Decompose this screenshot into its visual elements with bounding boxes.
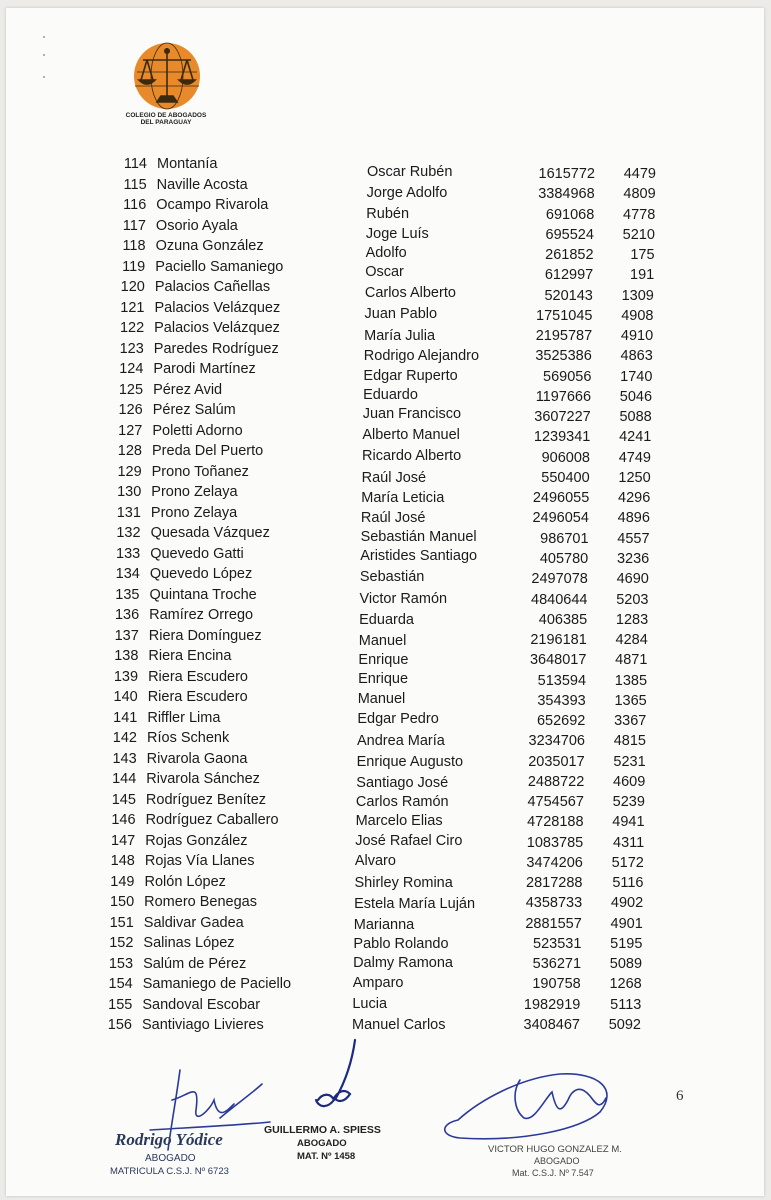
row-number: 150 bbox=[109, 894, 135, 910]
registration-number: 4557 bbox=[617, 530, 650, 547]
given-names: Oscar bbox=[365, 264, 404, 281]
row-number: 135 bbox=[115, 586, 140, 603]
surname: Palacios Velázquez bbox=[154, 299, 281, 316]
given-names: Oscar Rubén bbox=[367, 164, 453, 180]
id-number: 2497078 bbox=[531, 571, 588, 588]
id-number: 190758 bbox=[532, 976, 581, 993]
id-number: 1197666 bbox=[535, 388, 592, 405]
registration-number: 4296 bbox=[618, 490, 651, 507]
surname: Prono Toñanez bbox=[151, 463, 249, 480]
given-names: María Leticia bbox=[361, 490, 445, 507]
given-names: Lucia bbox=[352, 995, 388, 1012]
given-names: Enrique Augusto bbox=[356, 754, 464, 771]
surname: Rojas González bbox=[145, 832, 248, 849]
surname: Quevedo Gatti bbox=[150, 545, 244, 562]
row-number: 123 bbox=[119, 340, 144, 357]
signer-title: ABOGADO bbox=[297, 1138, 347, 1149]
surname: Ramírez Orrego bbox=[149, 607, 254, 623]
given-names: Sebastián Manuel bbox=[360, 528, 477, 545]
row-number: 122 bbox=[119, 320, 145, 336]
surname: Rolón López bbox=[144, 873, 226, 890]
registration-number: 4311 bbox=[613, 834, 645, 851]
registration-number: 175 bbox=[630, 247, 655, 264]
id-number: 2496054 bbox=[532, 510, 589, 527]
row-number: 144 bbox=[112, 771, 137, 787]
row-number: 139 bbox=[113, 668, 139, 685]
registration-number: 4910 bbox=[620, 328, 654, 345]
id-number: 691068 bbox=[545, 206, 595, 223]
registration-number: 191 bbox=[630, 267, 655, 284]
registration-number: 3236 bbox=[616, 550, 650, 567]
signature-block-spiess bbox=[262, 1040, 412, 1175]
given-names: Santiago José bbox=[356, 774, 449, 791]
row-number: 121 bbox=[120, 299, 145, 316]
surname: Quesada Vázquez bbox=[150, 525, 270, 541]
row-number: 118 bbox=[122, 238, 146, 254]
row-number: 140 bbox=[113, 689, 138, 705]
registration-number: 5116 bbox=[612, 875, 644, 892]
given-names: Marcelo Elias bbox=[355, 813, 443, 830]
row-number: 155 bbox=[108, 996, 133, 1013]
surname: Paciello Samaniego bbox=[155, 258, 284, 275]
given-names: Dalmy Ramona bbox=[353, 955, 453, 972]
registration-number: 4908 bbox=[621, 307, 654, 324]
id-number: 3525386 bbox=[535, 348, 592, 365]
id-number: 986701 bbox=[540, 530, 589, 547]
surname: Samaniego de Paciello bbox=[142, 976, 292, 992]
surname: Prono Zelaya bbox=[150, 504, 238, 521]
row-number: 115 bbox=[123, 176, 147, 193]
id-number: 2881557 bbox=[525, 915, 582, 932]
registration-number: 4809 bbox=[623, 186, 656, 203]
given-names: Andrea María bbox=[357, 732, 445, 749]
given-names: Marianna bbox=[353, 916, 415, 933]
id-number: 1751045 bbox=[536, 307, 593, 324]
id-number: 1615772 bbox=[538, 166, 595, 182]
id-number: 520143 bbox=[544, 287, 593, 304]
id-number: 2496055 bbox=[532, 490, 590, 507]
given-names: Carlos Alberto bbox=[364, 284, 456, 301]
page-number: 6 bbox=[676, 1088, 684, 1104]
registration-number: 1385 bbox=[614, 672, 648, 689]
surname: Ocampo Rivarola bbox=[156, 197, 269, 213]
id-number: 2488722 bbox=[527, 773, 585, 790]
surname: Saldivar Gadea bbox=[143, 914, 244, 931]
registration-number: 4901 bbox=[610, 915, 643, 932]
row-number: 153 bbox=[108, 955, 134, 972]
registration-number: 5195 bbox=[610, 935, 643, 952]
registration-number: 4902 bbox=[610, 895, 644, 912]
registration-number: 5113 bbox=[610, 996, 642, 1013]
surname: Pérez Avid bbox=[153, 381, 223, 398]
given-names: Manuel bbox=[358, 632, 407, 649]
registration-number: 5046 bbox=[619, 388, 653, 405]
row-number: 148 bbox=[110, 853, 135, 869]
id-number: 2817288 bbox=[526, 875, 583, 892]
row-number: 114 bbox=[123, 156, 147, 172]
given-names: Enrique bbox=[358, 652, 409, 668]
surname: Quevedo López bbox=[149, 566, 253, 582]
surname: Montanía bbox=[157, 156, 218, 172]
surname: Rivarola Gaona bbox=[146, 750, 248, 767]
given-names: Enrique bbox=[358, 671, 409, 687]
registration-number: 1740 bbox=[620, 368, 653, 385]
registration-number: 5088 bbox=[619, 409, 652, 426]
surname: Riffler Lima bbox=[147, 709, 221, 726]
given-names: Pablo Rolando bbox=[353, 936, 449, 953]
given-names: Manuel bbox=[357, 690, 406, 707]
surname: Poletti Adorno bbox=[152, 422, 243, 439]
surname: Rodríguez Caballero bbox=[145, 812, 279, 828]
row-number: 134 bbox=[115, 566, 140, 582]
registration-number: 4815 bbox=[613, 733, 646, 750]
registration-number: 4479 bbox=[623, 166, 656, 182]
signature-block-yodice bbox=[100, 1062, 270, 1197]
row-number: 156 bbox=[107, 1017, 132, 1033]
signer-name: Rodrigo Yódice bbox=[115, 1130, 223, 1149]
registration-number: 5210 bbox=[622, 226, 655, 243]
surname: Palacios Velázquez bbox=[154, 320, 280, 336]
given-names: Eduarda bbox=[359, 612, 414, 629]
row-number: 136 bbox=[114, 607, 140, 623]
registration-number: 4690 bbox=[616, 571, 649, 588]
given-names: Victor Ramón bbox=[359, 590, 448, 607]
surname: Riera Escudero bbox=[148, 668, 248, 685]
surname: Santiviago Livieres bbox=[142, 1017, 264, 1033]
registration-number: 4896 bbox=[617, 510, 650, 527]
row-number: 141 bbox=[113, 709, 138, 726]
registration-number: 5231 bbox=[613, 753, 646, 770]
given-names: María Julia bbox=[364, 327, 436, 344]
signer-name: GUILLERMO A. SPIESS bbox=[264, 1124, 381, 1136]
registration-number: 4941 bbox=[612, 814, 645, 831]
row-number: 124 bbox=[119, 361, 144, 377]
given-names: Raúl José bbox=[361, 469, 427, 486]
registration-number: 4241 bbox=[619, 429, 652, 446]
registration-number: 3367 bbox=[614, 713, 647, 730]
logo-caption-line2: DEL PARAGUAY bbox=[140, 119, 192, 126]
given-names: Alberto Manuel bbox=[362, 426, 460, 443]
row-number: 149 bbox=[110, 873, 135, 890]
id-number: 406385 bbox=[538, 611, 588, 628]
given-names: Juan Pablo bbox=[364, 306, 438, 323]
signer-name: VICTOR HUGO GONZALEZ M. bbox=[488, 1144, 622, 1155]
id-number: 3384968 bbox=[538, 186, 595, 203]
id-number: 906008 bbox=[541, 449, 590, 466]
id-number: 513594 bbox=[537, 672, 587, 689]
given-names: Joge Luís bbox=[365, 225, 429, 242]
row-number: 126 bbox=[118, 402, 143, 418]
given-names: Rodrigo Alejandro bbox=[363, 348, 480, 365]
row-number: 119 bbox=[122, 258, 146, 275]
signer-title: ABOGADO bbox=[534, 1156, 580, 1166]
given-names: Shirley Romina bbox=[354, 874, 453, 891]
given-names: Carlos Ramón bbox=[355, 794, 449, 811]
surname: Riera Encina bbox=[148, 648, 232, 664]
row-number: 120 bbox=[120, 279, 145, 295]
registration-number: 1283 bbox=[615, 611, 649, 628]
registration-number: 1365 bbox=[614, 692, 647, 709]
surname: Rojas Vía Llanes bbox=[144, 853, 255, 869]
given-names: Amparo bbox=[352, 974, 404, 991]
surname: Preda Del Puerto bbox=[152, 443, 264, 459]
row-number: 152 bbox=[109, 935, 134, 951]
registration-number: 1309 bbox=[621, 287, 654, 304]
logo-caption-line1: COLEGIO DE ABOGADOS bbox=[125, 112, 207, 119]
given-names: Rubén bbox=[366, 206, 410, 223]
id-number: 1083785 bbox=[526, 834, 584, 851]
id-number: 4840644 bbox=[531, 591, 588, 608]
registration-number: 5239 bbox=[612, 794, 645, 811]
surname: Pérez Salúm bbox=[152, 402, 236, 418]
given-names: Juan Francisco bbox=[362, 406, 462, 423]
row-number: 151 bbox=[109, 914, 134, 931]
registration-number: 4284 bbox=[615, 632, 648, 649]
id-number: 569056 bbox=[543, 368, 592, 385]
given-names: Estela María Luján bbox=[354, 896, 476, 913]
id-number: 695524 bbox=[545, 226, 594, 243]
row-number: 138 bbox=[114, 648, 139, 664]
row-number: 127 bbox=[118, 422, 143, 439]
id-number: 2195787 bbox=[535, 328, 593, 345]
registration-number: 1268 bbox=[609, 976, 642, 993]
given-names: Adolfo bbox=[365, 244, 407, 261]
row-number: 132 bbox=[116, 525, 141, 541]
row-number: 146 bbox=[111, 812, 136, 828]
registration-number: 5172 bbox=[611, 854, 644, 871]
surname: Naville Acosta bbox=[156, 176, 248, 193]
registration-number: 5203 bbox=[616, 591, 649, 608]
row-number: 131 bbox=[116, 504, 141, 521]
id-number: 523531 bbox=[533, 935, 582, 952]
signer-registration: MATRICULA C.S.J. Nº 6723 bbox=[110, 1166, 229, 1177]
id-number: 536271 bbox=[532, 956, 582, 973]
row-number: 133 bbox=[116, 545, 141, 562]
id-number: 3234706 bbox=[528, 733, 585, 750]
given-names: Raúl José bbox=[360, 509, 426, 526]
row-number: 137 bbox=[114, 627, 139, 644]
id-number: 612997 bbox=[544, 267, 594, 284]
registration-number: 4863 bbox=[620, 348, 653, 365]
surname: Quintana Troche bbox=[149, 586, 257, 603]
surname: Ríos Schenk bbox=[147, 730, 230, 746]
signature-block-gonzalez bbox=[430, 1062, 640, 1197]
row-number: 117 bbox=[122, 217, 146, 234]
surname: Rivarola Sánchez bbox=[146, 771, 260, 787]
id-number: 354393 bbox=[537, 692, 586, 709]
given-names: José Rafael Ciro bbox=[355, 832, 463, 849]
id-number: 2196181 bbox=[530, 632, 587, 649]
surname: Rodríguez Benítez bbox=[145, 791, 267, 808]
row-number: 147 bbox=[111, 832, 136, 849]
row-number: 125 bbox=[118, 381, 144, 398]
given-names: Aristides Santiago bbox=[360, 548, 478, 565]
id-number: 3408467 bbox=[523, 1017, 580, 1033]
id-number: 1239341 bbox=[533, 429, 591, 446]
id-number: 261852 bbox=[545, 247, 594, 264]
surname: Riera Domínguez bbox=[148, 627, 262, 644]
id-number: 1982919 bbox=[523, 996, 581, 1013]
id-number: 652692 bbox=[536, 713, 586, 730]
surname: Palacios Cañellas bbox=[154, 279, 271, 295]
surname: Paredes Rodríguez bbox=[153, 340, 279, 357]
surname: Ozuna González bbox=[155, 238, 264, 254]
registration-number: 4749 bbox=[618, 449, 651, 466]
given-names: Ricardo Alberto bbox=[362, 448, 462, 465]
id-number: 4728188 bbox=[527, 814, 584, 831]
surname: Sandoval Escobar bbox=[142, 996, 261, 1013]
row-number: 129 bbox=[117, 463, 142, 480]
registration-number: 5092 bbox=[608, 1017, 641, 1033]
id-number: 3648017 bbox=[529, 652, 587, 669]
registration-number: 5089 bbox=[609, 956, 643, 973]
signer-registration: MAT. Nº 1458 bbox=[297, 1151, 356, 1162]
row-number: 145 bbox=[111, 791, 136, 808]
row-number: 142 bbox=[112, 730, 137, 746]
row-number: 116 bbox=[123, 197, 147, 213]
given-names: Jorge Adolfo bbox=[366, 185, 448, 202]
surname: Prono Zelaya bbox=[151, 484, 238, 500]
row-number: 143 bbox=[112, 750, 137, 767]
registration-number: 4609 bbox=[613, 773, 646, 790]
registration-number: 4871 bbox=[615, 652, 648, 669]
row-number: 130 bbox=[117, 484, 142, 500]
given-names: Alvaro bbox=[354, 853, 396, 870]
registration-number: 4778 bbox=[623, 206, 656, 223]
surname: Romero Benegas bbox=[144, 894, 257, 910]
given-names: Eduardo bbox=[363, 386, 418, 403]
surname: Osorio Ayala bbox=[155, 217, 238, 234]
id-number: 4754567 bbox=[527, 794, 584, 811]
id-number: 3607227 bbox=[534, 409, 591, 426]
id-number: 3474206 bbox=[526, 854, 583, 871]
signer-registration: Mat. C.S.J. Nº 7.547 bbox=[512, 1168, 594, 1178]
id-number: 550400 bbox=[541, 469, 590, 486]
given-names: Manuel Carlos bbox=[352, 1017, 446, 1034]
given-names: Sebastián bbox=[359, 569, 425, 586]
surname: Riera Escudero bbox=[147, 689, 248, 705]
surname: Salinas López bbox=[143, 935, 235, 951]
row-number: 128 bbox=[117, 443, 142, 459]
given-names: Edgar Ruperto bbox=[363, 367, 458, 384]
id-number: 4358733 bbox=[525, 895, 583, 912]
id-number: 2035017 bbox=[528, 753, 585, 770]
signer-title: ABOGADO bbox=[145, 1153, 196, 1164]
given-names: Edgar Pedro bbox=[357, 711, 439, 728]
id-number: 405780 bbox=[539, 550, 589, 567]
surname: Parodi Martínez bbox=[153, 361, 256, 377]
registration-number: 1250 bbox=[618, 469, 651, 486]
surname: Salúm de Pérez bbox=[143, 955, 247, 972]
row-number: 154 bbox=[108, 976, 133, 992]
